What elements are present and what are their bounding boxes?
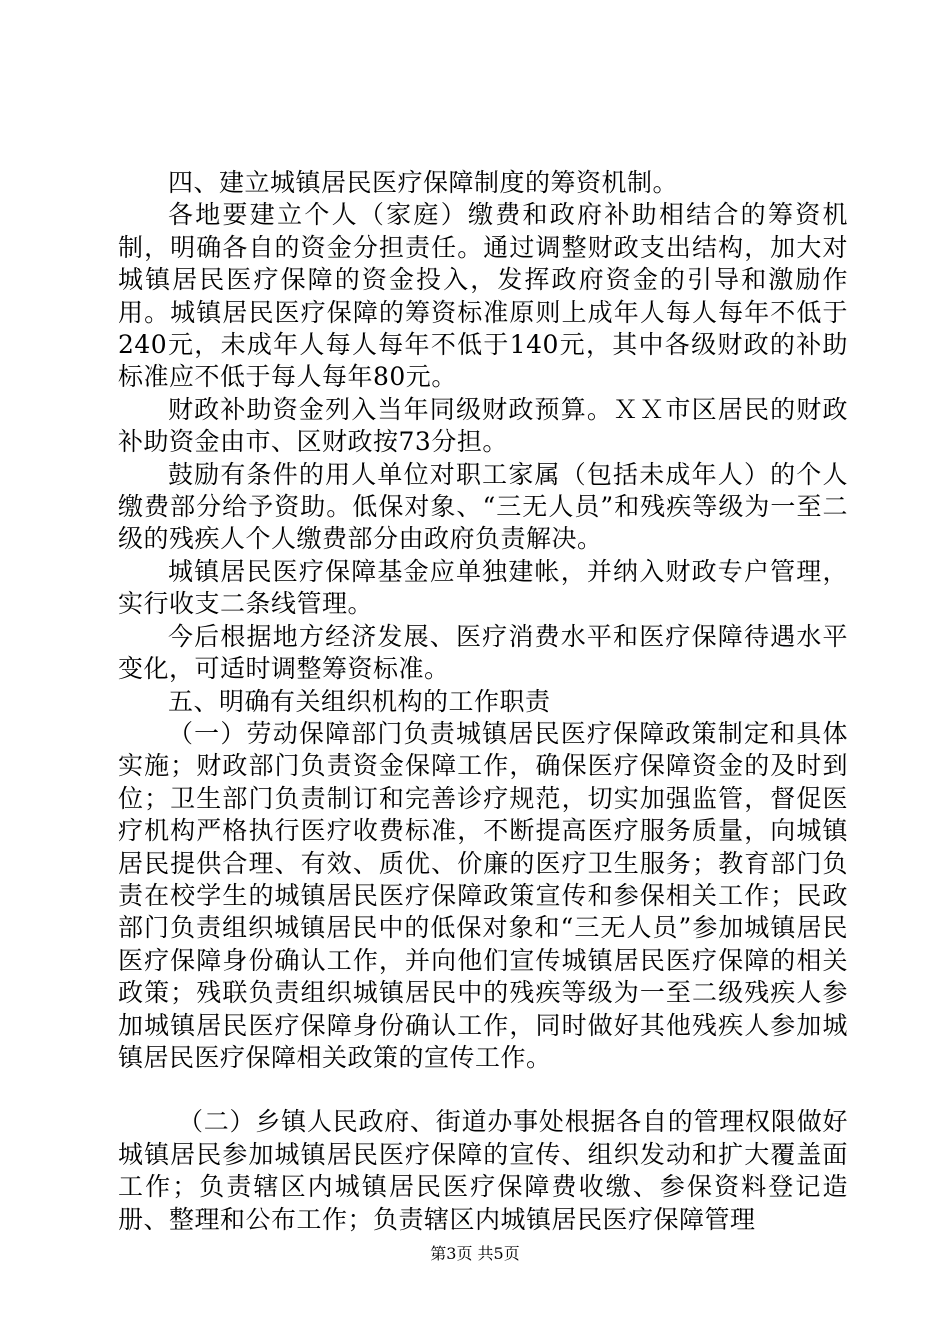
paragraph-funding-mechanism: 各地要建立个人（家庭）缴费和政府补助相结合的筹资机制，明确各自的资金分担责任。通过调整财政支出结构，加大对城镇居民医疗保障的资金投入，发挥政府资金的引导和激励作用。城镇居民医疗保障的筹资标准原则上成年人每人每年不低于240元，未成年人每人每年不低于140元，其中各级财政的补助标准应不低于每人每年80元。 <box>118 200 848 392</box>
document-body <box>118 167 848 1236</box>
section-heading-5: 五、明确有关组织机构的工作职责 <box>168 686 551 716</box>
paragraph-employer-support: 鼓励有条件的用人单位对职工家属（包括未成年人）的个人缴费部分给予资助。低保对象、“三无人员”和残疾等级为一至二级的残疾人个人缴费部分由政府负责解决。 <box>118 459 848 554</box>
section-heading-4: 四、建立城镇居民医疗保障制度的筹资机制。 <box>168 168 679 197</box>
paragraph-duties-1: （一）劳动保障部门负责城镇居民医疗保障政策制定和具体实施；财政部门负责资金保障工作，确保医疗保障资金的及时到位；卫生部门负责制订和完善诊疗规范，切实加强监管，督促医疗机构严格执行医疗收费标准，不断提高医疗服务质量，向城镇居民提供合理、有效、质优、价廉的医疗卫生服务；教育部门负责在校学生的城镇居民医疗保障政策宣传和参保相关工作；民政部门负责组织城镇居民中的低保对象和“三无人员”参加城镇居民医疗保障身份确认工作，并向他们宣传城镇居民医疗保障的相关政策；残联负责组织城镇居民中的残疾等级为一至二级残疾人参加城镇居民医疗保障身份确认工作，同时做好其他残疾人参加城镇居民医疗保障相关政策的宣传工作。 <box>118 718 848 1072</box>
paragraph-fund-account: 城镇居民医疗保障基金应单独建帐，并纳入财政专户管理，实行收支二条线管理。 <box>118 556 848 619</box>
page-number: 第3页 共5页 <box>430 1244 520 1263</box>
paragraph-duties-2: （二）乡镇人民政府、街道办事处根据各自的管理权限做好城镇居民参加城镇居民医疗保障的宣传、组织发动和扩大覆盖面工作；负责辖区内城镇居民医疗保障费收缴、参保资料登记造册、整理和公布工作；负责辖区内城镇居民医疗保障管理 <box>118 1107 848 1234</box>
paragraph-fiscal-budget: 财政补助资金列入当年同级财政预算。ＸＸ市区居民的财政补助资金由市、区财政按73分担。 <box>118 394 848 457</box>
paragraph-adjust-standard: 今后根据地方经济发展、医疗消费水平和医疗保障待遇水平变化，可适时调整筹资标准。 <box>118 621 848 684</box>
